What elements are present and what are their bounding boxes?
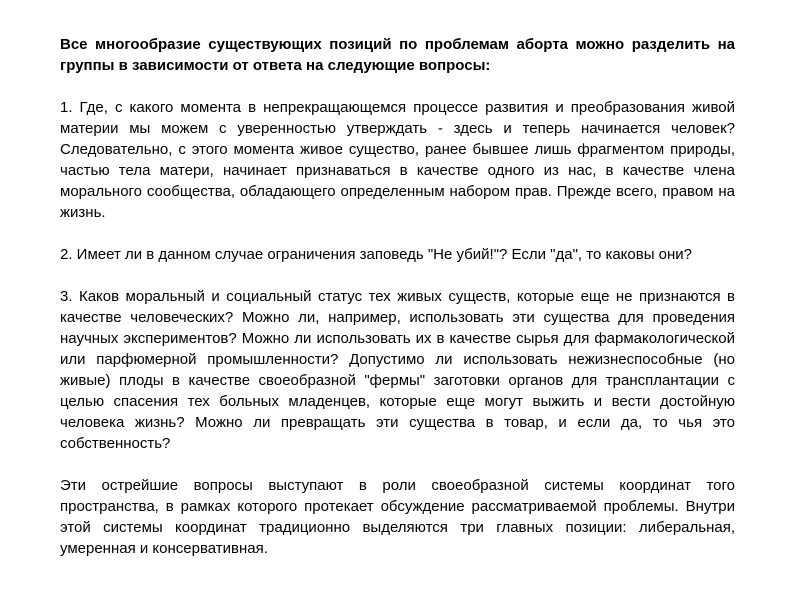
heading: Все многообразие существующих позиций по проблемам аборта можно разделить на группы в зависимости от ответа на следующие вопросы: — [60, 36, 735, 74]
paragraph-gap — [60, 454, 735, 475]
paragraph-gap — [60, 223, 735, 244]
paragraph-gap — [60, 76, 735, 97]
question-2: 2. Имеет ли в данном случае ограничения заповедь "Не убий!"? Если "да", то каковы они? — [60, 246, 693, 263]
conclusion-paragraph: Эти острейшие вопросы выступают в роли своеобразной системы координат того пространства, в рамках которого протекает обсуждение рассматриваемой проблемы. Внутри этой системы координат традиционно выделяются три главных позиции: либеральная, умеренная и консервативная. — [60, 477, 735, 557]
question-3: 3. Каков моральный и социальный статус тех живых существ, которые еще не признаются в качестве человеческих? Можно ли, например, использовать эти существа для проведения научных экспериментов? Можно ли использовать их в качестве сырья для фармакологической или парфюмерной промышленности? Допустимо ли использовать нежизнеспособные (но живые) плоды в качестве своеобразной "фермы" заготовки органов для трансплантации с целью спасения тех больных младенцев, которые еще могут выжить и вести достойную человека жизнь? Можно ли превращать эти существа в товар, и если да, то чья это собственность? — [60, 288, 735, 452]
slide-text-block — [60, 34, 735, 559]
question-1: 1. Где, с какого момента в непрекращающемся процессе развития и преобразования живой материи мы можем с уверенностью утверждать - здесь и теперь начинается человек? Следовательно, с этого момента живое существо, ранее бывшее лишь фрагментом природы, частью тела матери, начинает признаваться в качестве одного из нас, в качестве члена морального сообщества, обладающего определенным набором прав. Прежде всего, правом на жизнь. — [60, 99, 735, 221]
paragraph-gap — [60, 265, 735, 286]
